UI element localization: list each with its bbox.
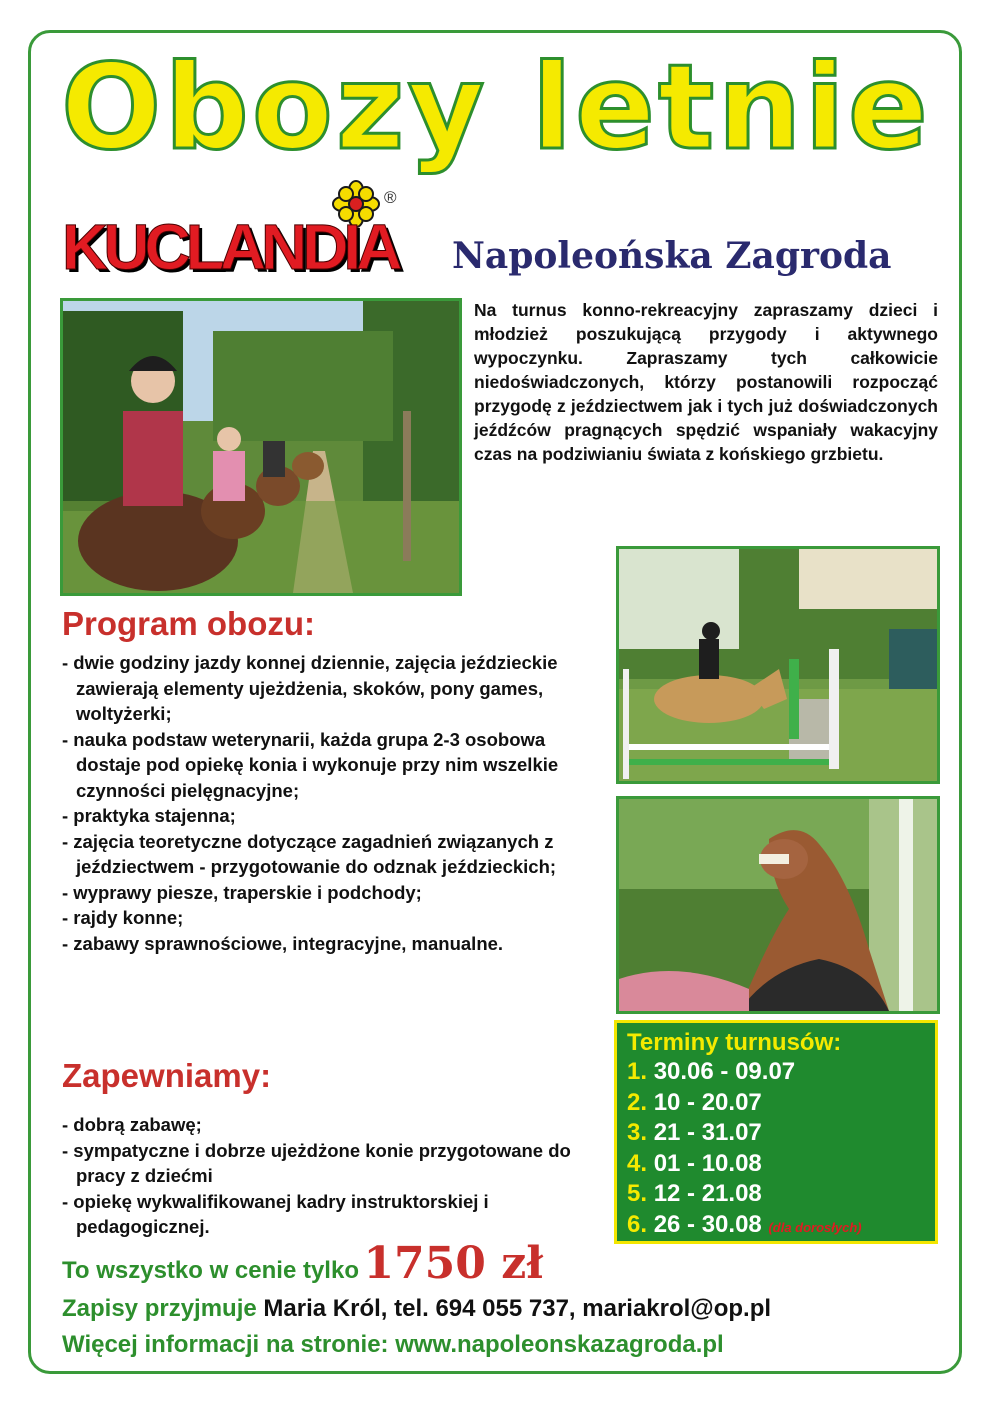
term-row — [627, 1057, 925, 1088]
list-item: - rajdy konne; — [62, 907, 184, 928]
term-dates: 10 - 20.07 — [653, 1088, 762, 1116]
guarantee-list — [62, 1112, 602, 1240]
term-dates: 12 - 21.08 — [653, 1180, 762, 1207]
poster-title: Obozy letnie — [61, 38, 931, 176]
photo-horse-head — [616, 796, 940, 1014]
term-row — [627, 1210, 925, 1244]
term-number: 4. — [627, 1149, 648, 1177]
photo-show-jumping — [616, 546, 940, 784]
list-item: - opiekę wykwalifikowanej kadry instruktorskiej i pedagogicznej. — [62, 1190, 489, 1237]
contact-label: Zapisy przyjmuje — [62, 1295, 257, 1322]
term-number: 3. — [627, 1119, 648, 1146]
trail-ride-image — [63, 301, 459, 593]
price-text: To wszystko w cenie tylko — [62, 1257, 359, 1284]
registered-mark: ® — [384, 188, 397, 207]
term-dates: 01 - 10.08 — [653, 1149, 762, 1177]
list-item: - nauka podstaw weterynarii, każda grupa 2-3 osobowa dostaje pod opiekę konia i wykonuje przy nim wszelkie czynności pielęgnacyjne; — [62, 728, 559, 801]
term-row — [627, 1088, 925, 1119]
term-number: 5. — [627, 1180, 648, 1207]
list-item: - zabawy sprawnościowe, integracyjne, manualne. — [62, 932, 504, 954]
term-row — [627, 1118, 925, 1149]
program-heading: Program obozu: — [62, 605, 315, 642]
terms-heading: Terminy turnusów: — [627, 1029, 842, 1056]
list-item: - zajęcia teoretyczne dotyczące zagadnień związanych z jeździectwem - przygotowanie do odznak jeździeckich; — [62, 830, 557, 877]
term-row — [627, 1179, 925, 1210]
term-note: (dla dorosłych) — [768, 1219, 862, 1235]
list-item: - wyprawy piesze, traperskie i podchody; — [62, 881, 422, 903]
logo-wordmark: KUCLANDIA — [62, 211, 398, 283]
photo-trail-ride — [60, 298, 462, 596]
term-row — [627, 1149, 925, 1180]
list-item: - praktyka stajenna; — [62, 805, 236, 826]
horse-head-image — [619, 799, 937, 1011]
term-number: 1. — [627, 1058, 648, 1085]
show-jumping-image — [619, 549, 937, 781]
contact-line — [62, 1294, 771, 1324]
intro-paragraph: Na turnus konno-rekreacyjny zapraszamy dzieci i młodzież poszukującą przygody i aktywnego wypoczynku. Zapraszamy tych całkowicie niedoświadczonych, którzy postanowili rozpocząć przygodę z jeździectwem jak i tych już doświadczonych jeźdźców pragnących spędzić wspaniały wakacyjny czas na podziwianiu świata z końskiego grzbietu. — [474, 300, 938, 464]
kuclandia-logo — [62, 178, 422, 290]
program-list — [62, 650, 607, 956]
price-line — [62, 1238, 543, 1289]
subtitle: Napoleońska Zagroda — [452, 235, 892, 277]
terms-box — [614, 1020, 938, 1244]
list-item: - dwie godziny jazdy konnej dziennie, zajęcia jeździeckie zawierają elementy ujeżdżenia, skoków, pony games, woltyżerki; — [62, 652, 558, 724]
term-dates: 26 - 30.08 — [653, 1210, 762, 1238]
list-item: - dobrą zabawę; — [62, 1114, 202, 1135]
contact-details: Maria Król, tel. 694 055 737, mariakrol@op.pl — [263, 1295, 772, 1322]
list-item: - sympatyczne i dobrze ujeżdżone konie przygotowane do pracy z dziećmi — [62, 1139, 571, 1186]
term-dates: 30.06 - 09.07 — [653, 1058, 796, 1085]
price-amount: 1750 zł — [363, 1238, 544, 1289]
guarantee-heading: Zapewniamy: — [62, 1057, 272, 1094]
term-number: 2. — [627, 1088, 648, 1116]
term-number: 6. — [627, 1210, 648, 1238]
website-line: Więcej informacji na stronie: www.napoleonskazagroda.pl — [62, 1331, 724, 1358]
term-dates: 21 - 31.07 — [653, 1119, 762, 1146]
